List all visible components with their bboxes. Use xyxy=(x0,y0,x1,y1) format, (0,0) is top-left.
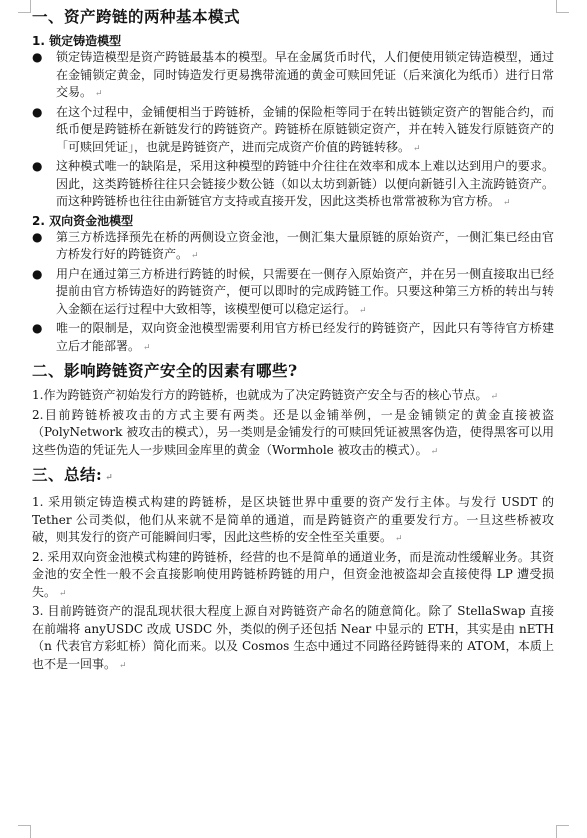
bullet-icon: ● xyxy=(32,266,43,281)
list-item: ● 唯一的限制是，双向资金池模型需要利用官方桥已经发行的跨链资产，因此只有等待官方桥建立后才能部署。 ↵ xyxy=(32,321,554,353)
paragraph: 1. 采用锁定铸造模式构建的跨链桥，是区块链世界中重要的资产发行主体。与发行 USDT 的 Tether 公司类似，他们从来就不是简单的通道，而是跨链资产的重要发行方。一旦这些桥被攻破，则其发行的资产可能瞬间归零，因此这些桥的安全性至关重要。 ↵ xyxy=(32,495,554,544)
paragraph: 2.目前跨链桥被攻击的方式主要有两类。还是以金铺举例，一是金铺锁定的黄金直接被盗（PolyNetwork 被攻击的模式），另一类则是金铺发行的可赎回凭证被黑客伪造，使得黑客可以用这些伪造的凭证先人一步赎回金库里的黄金（Wormhole 被攻击的模式）。 ↵ xyxy=(32,407,554,457)
section-heading: 二、影响跨链资产安全的因素有哪些? xyxy=(32,361,298,380)
bullet-list xyxy=(32,229,554,358)
document-body xyxy=(32,6,554,675)
paragraph-mark-icon: ↵ xyxy=(143,342,151,353)
paragraph-mark-icon: ↵ xyxy=(119,660,127,671)
bullet-icon: ● xyxy=(32,159,43,173)
list-item: ● 锁定铸造模型是资产跨链最基本的模型。早在金属货币时代，人们便使用锁定铸造模型，通过在金铺锁定黄金，同时铸造发行更易携带流通的黄金可赎回凭证（后来演化为纸币）进行日常交易。 ↵ xyxy=(32,50,554,99)
bullet-icon: ● xyxy=(32,321,43,335)
paragraph-mark-icon: ↵ xyxy=(191,251,199,261)
list-item: ● 第三方桥选择预先在桥的两侧设立资金池，一侧汇集大量原链的原始资产，一侧汇集已经由官方桥发行好的跨链资产。 ↵ xyxy=(32,229,554,261)
page-corner-mark xyxy=(556,0,569,13)
bullet-icon: ● xyxy=(32,229,43,244)
bullet-icon: ● xyxy=(32,50,43,64)
paragraph-mark-icon: ↵ xyxy=(59,588,67,599)
list-item: ● 在这个过程中，金铺便相当于跨链桥，金铺的保险柜等同于在转出链锁定资产的智能合约，而纸币便是跨链桥在新链发行的跨链资产。跨链桥在原链锁定资产，并在转入链发行原链资产的「可赎回凭证」，也就是跨链资产，进而完成资产价值的跨链转移。 ↵ xyxy=(32,104,554,154)
page-corner-mark xyxy=(18,0,31,13)
list-item: ● 这种模式唯一的缺陷是，采用这种模型的跨链中介往往在效率和成本上难以达到用户的要求。因此，这类跨链桥往往只会链接少数公链（如以太坊到新链）以便向新链引入主流跨链资产。而这种跨链桥也往往由新链官方支持或直接开发，因此这类桥也常常被称为官方桥。 ↵ xyxy=(32,159,554,208)
page-corner-mark xyxy=(556,825,569,838)
paragraph: 1.作为跨链资产初始发行方的跨链桥，也就成为了决定跨链资产安全与否的核心节点。 ↵ xyxy=(32,388,498,402)
bullet-icon: ● xyxy=(32,104,43,119)
section-heading: 三、总结: ↵ xyxy=(32,465,114,484)
subsection-heading: 2. 双向资金池模型 xyxy=(32,213,134,228)
paragraph-mark-icon: ↵ xyxy=(430,446,439,457)
paragraph: 2. 采用双向资金池模式构建的跨链桥，经营的也不是简单的通道业务，而是流动性缓解业务。其资金池的安全性一般不会直接影响使用跨链桥跨链的用户，但资金池被盗却会直接使得 LP 遭受损失。 ↵ xyxy=(32,549,554,599)
paragraph-mark-icon: ↵ xyxy=(95,89,103,99)
paragraph-mark-icon: ↵ xyxy=(395,534,403,544)
bullet-list xyxy=(32,49,554,213)
paragraph-mark-icon: ↵ xyxy=(359,305,367,316)
section-heading: 一、资产跨链的两种基本模式 xyxy=(32,7,241,26)
paragraph: 3. 目前跨链资产的混乱现状很大程度上源自对跨链资产命名的随意简化。除了 StellaSwap 直接在前端将 anyUSDC 改成 USDC 外，类似的例子还包括 Near 中显示的 ETH，其实是由 nETH（n 代表官方彩虹桥）简化而来。以及 Cosmos 生态中通过不同路径跨链得来的 ATOM，本质上也不是一回事。 ↵ xyxy=(32,604,554,671)
paragraph-mark-icon: ↵ xyxy=(503,198,511,208)
subsection-heading: 1. 锁定铸造模型 xyxy=(32,34,122,48)
paragraph-mark-icon: ↵ xyxy=(105,473,114,483)
page-corner-mark xyxy=(18,825,31,838)
list-item: ● 用户在通过第三方桥进行跨链的时候，只需要在一侧存入原始资产，并在另一侧直接取出已经提前由官方桥铸造好的跨链资产，便可以即时的完成跨链工作。只要这种第三方桥的转出与转入金额在运行过程中大致相等，该模型便可以稳定运行。 ↵ xyxy=(32,266,554,316)
paragraph-mark-icon: ↵ xyxy=(413,143,421,154)
paragraph-mark-icon: ↵ xyxy=(490,392,498,402)
